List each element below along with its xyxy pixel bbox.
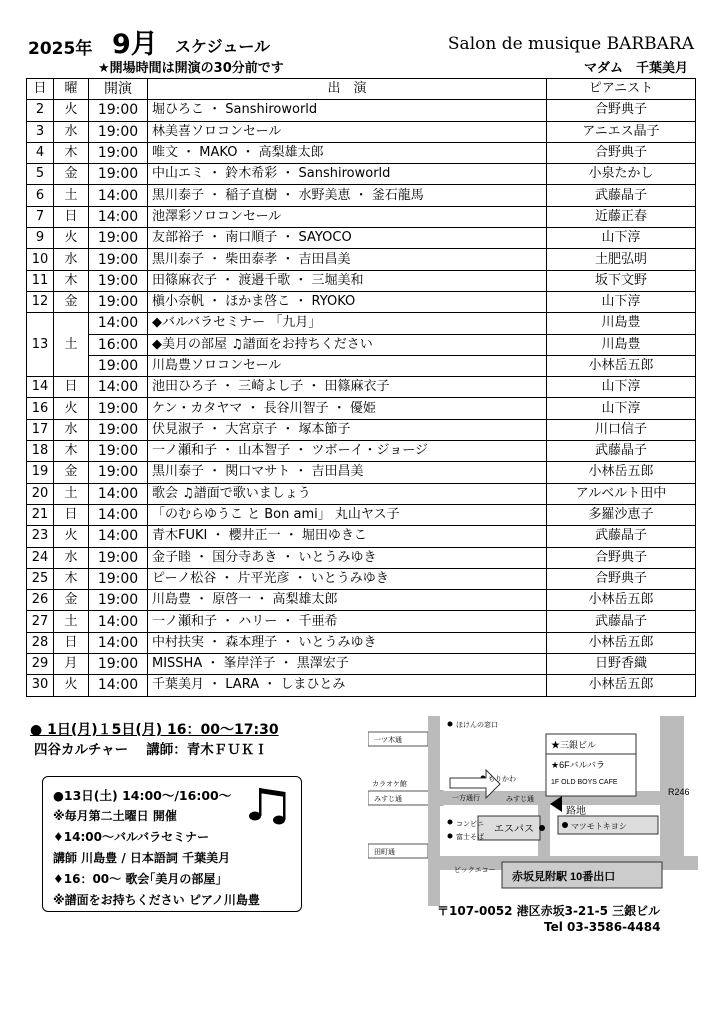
pianist-cell: 合野典子 [547,547,696,568]
time-cell: 19:00 [89,462,148,483]
table-row [27,100,696,121]
performers-cell: 青木FUKI ・ 櫻井正一 ・ 堀田ゆきこ [148,526,547,547]
weekday-cell: 火 [54,398,89,419]
pianist-cell: 武藤晶子 [547,526,696,547]
pianist-cell: 小林岳五郎 [547,632,696,653]
performers-cell: ピーノ松谷 ・ 片平光彦 ・ いとうみゆき [148,568,547,589]
weekday-cell: 木 [54,142,89,163]
performers-cell: 堀ひろこ ・ Sanshiroworld [148,100,547,121]
map-hitotsugi: 一ツ木通 [374,737,402,744]
map-r246: R246 [668,787,690,797]
header-year: 2025年 [28,39,93,59]
map-roji: 路地 [566,806,586,817]
performers-cell: MISSHA ・ 峯岸洋子 ・ 黒澤宏子 [148,654,547,675]
performers-cell: 金子睦 ・ 国分寺あき ・ いとうみゆき [148,547,547,568]
pianist-cell: アルベルト田中 [547,483,696,504]
weekday-cell: 土 [54,611,89,632]
weekday-cell: 日 [54,377,89,398]
table-row [27,441,696,462]
table-row [27,377,696,398]
weekday-cell: 水 [54,249,89,270]
schedule-table [26,78,696,697]
day-cell: 25 [27,568,54,589]
weekday-cell: 火 [54,675,89,696]
weekday-cell: 金 [54,590,89,611]
day-cell: 14 [27,377,54,398]
map-bic: ビックエコー [454,867,496,874]
performers-cell: 千葉美月 ・ LARA ・ しまひとみ [148,675,547,696]
day-cell: 9 [27,228,54,249]
day-cell: 4 [27,142,54,163]
weekday-cell: 土 [54,185,89,206]
day-cell: 6 [27,185,54,206]
box-line1: ●13日(土) 14:00～/16:00～ [53,788,232,803]
box-line3: ♦14:00～バルバラセミナー [53,830,210,844]
time-cell: 14:00 [89,632,148,653]
map-barbara: ★6Fバルバラ [551,760,605,770]
performers-cell: 川島豊 ・ 原啓一 ・ 高梨雄太郎 [148,590,547,611]
table-row [27,568,696,589]
address: 〒107-0052 港区赤坂3-21-5 三銀ビル [437,904,661,918]
time-cell: 14:00 [89,504,148,525]
time-cell: 19:00 [89,355,148,376]
pianist-cell: 多羅沙恵子 [547,504,696,525]
header-month: 9月 [112,29,158,60]
music-notes-icon [246,780,290,826]
col-time: 開演 [89,79,148,100]
day-cell: 26 [27,590,54,611]
day-cell: 7 [27,206,54,227]
weekday-cell: 土 [54,483,89,504]
pianist-cell: 武藤晶子 [547,441,696,462]
pianist-cell: 川島豊 [547,313,696,334]
pianist-cell: アニエス晶子 [547,121,696,142]
time-cell: 14:00 [89,675,148,696]
performers-cell: 伏見淑子 ・ 大宮京子 ・ 塚本節子 [148,419,547,440]
performers-cell: ケン・カタヤマ ・ 長谷川智子 ・ 優姫 [148,398,547,419]
time-cell: 19:00 [89,291,148,312]
open-note: ★開場時間は開演の30分前です [98,61,284,76]
pianist-cell: 川島豊 [547,334,696,355]
phone: Tel 03-3586-4484 [544,920,661,934]
map-karaoke: カラオケ館 [372,781,407,788]
day-cell: 20 [27,483,54,504]
table-row [27,632,696,653]
time-cell: 14:00 [89,611,148,632]
pianist-cell: 山下淳 [547,228,696,249]
pianist-cell: 小林岳五郎 [547,590,696,611]
day-cell: 12 [27,291,54,312]
map-ippou: 一方通行 [452,795,480,802]
weekday-cell: 木 [54,270,89,291]
pianist-cell: 山下淳 [547,291,696,312]
day-cell: 17 [27,419,54,440]
time-cell: 19:00 [89,270,148,291]
performers-cell: 槇小奈帆 ・ ほかま啓こ ・ RYOKO [148,291,547,312]
map-conveni: コンビニ [456,821,484,828]
madame-name: マダム 千葉美月 [583,61,688,76]
pianist-cell: 武藤晶子 [547,185,696,206]
weekday-cell: 木 [54,441,89,462]
map-misuji: みすじ通 [506,796,534,803]
map-boys: 1F OLD BOYS CAFE [551,779,618,786]
day-cell: 23 [27,526,54,547]
time-cell: 14:00 [89,206,148,227]
map-sangin: ★三銀ビル [551,740,597,750]
pianist-cell: 合野典子 [547,142,696,163]
table-header-row [27,79,696,100]
day-cell: 13 [27,313,54,377]
table-row [27,228,696,249]
weekday-cell: 金 [54,462,89,483]
pianist-cell: 土肥弘明 [547,249,696,270]
day-cell: 24 [27,547,54,568]
pianist-cell: 山下淳 [547,377,696,398]
performers-cell: 川島豊ソロコンセール [148,355,547,376]
col-day: 日 [27,79,54,100]
performers-cell: 「のむらゆうこ と Bon ami」 丸山ヤス子 [148,504,547,525]
performers-cell: 唯文 ・ MAKO ・ 高梨雄太郎 [148,142,547,163]
pianist-cell: 山下淳 [547,398,696,419]
header-schedule: スケジュール [175,37,271,56]
time-cell: 14:00 [89,377,148,398]
map-fuji: 富士そば [456,834,484,841]
time-cell: 19:00 [89,590,148,611]
day-cell: 28 [27,632,54,653]
time-cell: 19:00 [89,100,148,121]
performers-cell: 黒川泰子 ・ 稲子直樹 ・ 水野美恵 ・ 釜石龍馬 [148,185,547,206]
time-cell: 19:00 [89,164,148,185]
table-row [27,334,696,355]
table-row [27,462,696,483]
performers-cell: 黒川泰子 ・ 柴田泰孝 ・ 吉田昌美 [148,249,547,270]
performers-cell: 友部裕子 ・ 南口順子 ・ SAYOCO [148,228,547,249]
day-cell: 30 [27,675,54,696]
table-row [27,249,696,270]
pianist-cell: 小林岳五郎 [547,355,696,376]
performers-cell: 林美喜ソロコンセール [148,121,547,142]
performers-cell: 一ノ瀬和子 ・ 山本智子 ・ ツボーイ・ジョージ [148,441,547,462]
box-line6: ※譜面をお持ちください ピアノ川島豊 [53,893,260,907]
time-cell: 19:00 [89,121,148,142]
day-cell: 16 [27,398,54,419]
pianist-cell: 小林岳五郎 [547,462,696,483]
col-pianist: ピアニスト [547,79,696,100]
map-hoken: ほけんの窓口 [456,722,498,729]
table-row [27,675,696,696]
table-row [27,590,696,611]
pianist-cell: 近藤正春 [547,206,696,227]
table-row [27,142,696,163]
performers-cell: ◆美月の部屋 ♫譜面をお持ちください [148,334,547,355]
time-cell: 14:00 [89,526,148,547]
performers-cell: 中村扶実 ・ 森本理子 ・ いとうみゆき [148,632,547,653]
box-line2: ※毎月第二土曜日 開催 [53,809,177,823]
day-cell: 21 [27,504,54,525]
map-station: 赤坂見附駅 10番出口 [512,871,616,883]
day-cell: 27 [27,611,54,632]
pianist-cell: 合野典子 [547,568,696,589]
weekday-cell: 金 [54,291,89,312]
box-line4: 講師 川島豊 / 日本語詞 千葉美月 [53,851,231,865]
col-weekday: 曜 [54,79,89,100]
time-cell: 19:00 [89,568,148,589]
table-row [27,526,696,547]
day-cell: 29 [27,654,54,675]
table-row [27,313,696,334]
weekday-cell: 水 [54,547,89,568]
weekday-cell: 日 [54,504,89,525]
col-performers: 出 演 [148,79,547,100]
table-row [27,398,696,419]
pianist-cell: 川口信子 [547,419,696,440]
pianist-cell: 小林岳五郎 [547,675,696,696]
table-row [27,483,696,504]
time-cell: 19:00 [89,419,148,440]
weekday-cell: 火 [54,100,89,121]
performers-cell: 黒川泰子 ・ 関口マサト ・ 吉田昌美 [148,462,547,483]
performers-cell: 一ノ瀬和子 ・ ハリー ・ 千亜希 [148,611,547,632]
performers-cell: 池田ひろ子 ・ 三崎よし子 ・ 田篠麻衣子 [148,377,547,398]
time-cell: 14:00 [89,483,148,504]
time-cell: 16:00 [89,334,148,355]
pianist-cell: 小泉たかし [547,164,696,185]
weekday-cell: 水 [54,419,89,440]
performers-cell: 歌会 ♫譜面で歌いましょう [148,483,547,504]
table-row [27,504,696,525]
weekday-cell: 火 [54,526,89,547]
table-row [27,291,696,312]
salon-name: Salon de musique BARBARA [447,34,694,54]
performers-cell: ◆バルバラセミナー 「九月」 [148,313,547,334]
map-misuji-left: みすじ通 [374,796,402,803]
pianist-cell: 合野典子 [547,100,696,121]
pianist-cell: 武藤晶子 [547,611,696,632]
day-cell: 3 [27,121,54,142]
time-cell: 19:00 [89,142,148,163]
access-map [368,716,698,906]
table-row [27,654,696,675]
weekday-cell: 水 [54,121,89,142]
day-cell: 11 [27,270,54,291]
table-row [27,611,696,632]
time-cell: 14:00 [89,185,148,206]
performers-cell: 中山エミ ・ 鈴木希彩 ・ Sanshiroworld [148,164,547,185]
time-cell: 19:00 [89,654,148,675]
day-cell: 19 [27,462,54,483]
time-cell: 14:00 [89,313,148,334]
performers-cell: 池澤彩ソロコンセール [148,206,547,227]
table-row [27,185,696,206]
day-cell: 18 [27,441,54,462]
weekday-cell: 土 [54,313,89,377]
table-row [27,121,696,142]
weekday-cell: 日 [54,632,89,653]
table-row [27,547,696,568]
weekday-cell: 火 [54,228,89,249]
time-cell: 19:00 [89,547,148,568]
table-row [27,164,696,185]
yotsuya-place: 四谷カルチャー 講師：青木ＦＵＫＩ [34,742,268,758]
table-row [27,270,696,291]
yotsuya-dates: ● 1日(月)１5日(月) 16：00～17:30 [30,722,279,738]
table-row [27,355,696,376]
map-espace: エスパス [494,824,534,835]
time-cell: 19:00 [89,441,148,462]
weekday-cell: 木 [54,568,89,589]
map-dencho: 田町通 [374,849,395,856]
weekday-cell: 月 [54,654,89,675]
performers-cell: 田篠麻衣子 ・ 渡邉千歌 ・ 三堀美和 [148,270,547,291]
table-row [27,419,696,440]
time-cell: 19:00 [89,398,148,419]
map-matsumoto: マツモトキヨシ [571,822,627,831]
time-cell: 19:00 [89,228,148,249]
table-row [27,206,696,227]
time-cell: 19:00 [89,249,148,270]
pianist-cell: 坂下文野 [547,270,696,291]
day-cell: 5 [27,164,54,185]
day-cell: 2 [27,100,54,121]
day-cell: 10 [27,249,54,270]
pianist-cell: 日野香織 [547,654,696,675]
weekday-cell: 金 [54,164,89,185]
map-morikawa: もりかわ [488,776,516,783]
weekday-cell: 日 [54,206,89,227]
box-line5: ♦16：00～ 歌会｢美月の部屋｣ [53,872,222,886]
